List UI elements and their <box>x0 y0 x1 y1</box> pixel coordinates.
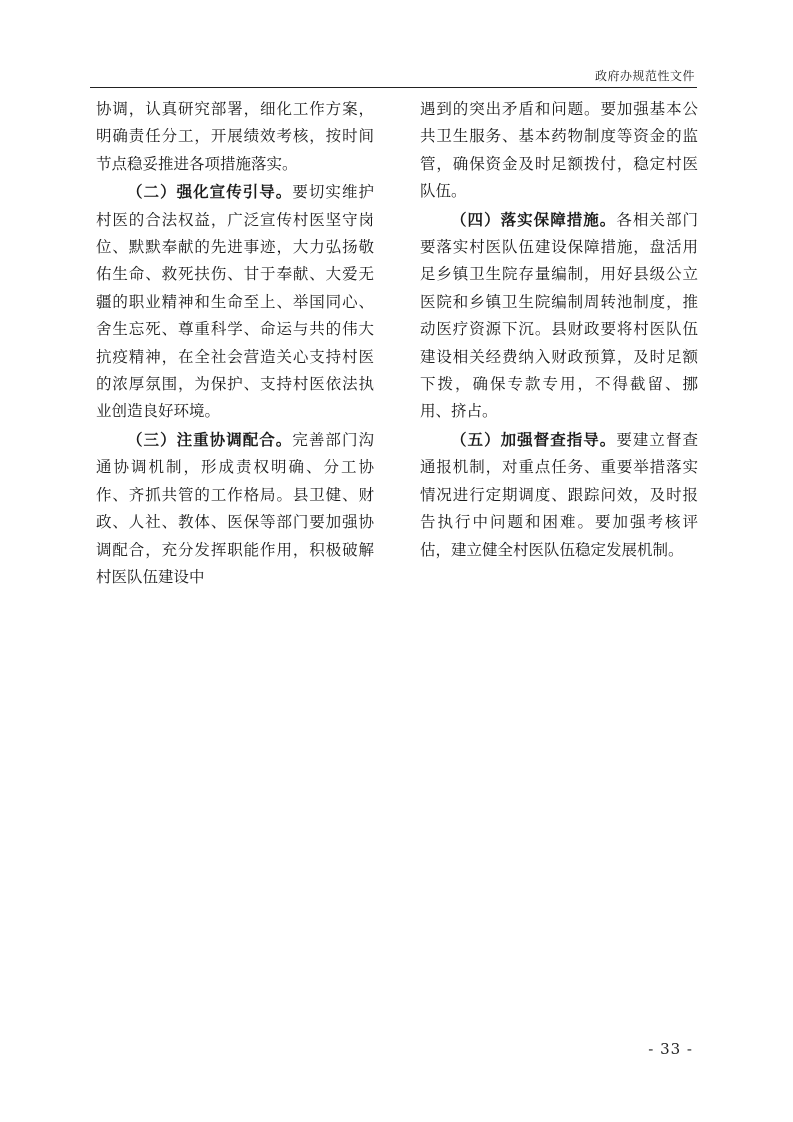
section-3-heading: （三）注重协调配合。 <box>127 429 293 449</box>
paragraph-section-4 <box>420 206 698 426</box>
section-2-heading: （二）强化宣传引导。 <box>127 182 293 202</box>
section-5-body: 要建立督查通报机制，对重点任务、重要举措落实情况进行定期调度、跟踪问效，及时报告执行中问题和困难。要加强考核评估，建立健全村医队伍稳定发展机制。 <box>420 430 698 559</box>
section-3-body: 完善部门沟通协调机制，形成责权明确、分工协作、齐抓共管的工作格局。县卫健、财政、人社、教体、医保等部门要加强协调配合，充分发挥职能作用，积极破解村医队伍建设中 <box>96 430 374 586</box>
left-text-column <box>96 96 374 591</box>
paragraph-continuation-right: 遇到的突出矛盾和问题。要加强基本公共卫生服务、基本药物制度等资金的监管，确保资金及时足额拨付，稳定村医队伍。 <box>420 100 698 201</box>
paragraph-section-2 <box>96 178 374 426</box>
right-text-column <box>420 96 698 564</box>
document-category-label: 政府办规范性文件 <box>594 69 695 83</box>
section-5-heading: （五）加强督查指导。 <box>451 429 617 449</box>
paragraph-section-5 <box>420 426 698 564</box>
section-2-body: 要切实维护村医的合法权益，广泛宣传村医坚守岗位、默默奉献的先进事迹，大力弘扬敬佑生命、救死扶伤、甘于奉献、大爱无疆的职业精神和生命至上、举国同心、舍生忘死、尊重科学、命运与共的伟大抗疫精神，在全社会营造关心支持村医的浓厚氛围，为保护、支持村医依法执业创造良好环境。 <box>96 183 374 421</box>
section-4-body: 各相关部门要落实村医队伍建设保障措施，盘活用足乡镇卫生院存量编制，用好县级公立医院和乡镇卫生院编制周转池制度，推动医疗资源下沉。县财政要将村医队伍建设相关经费纳入财政预算，及时足额下拨，确保专款专用，不得截留、挪用、挤占。 <box>420 210 698 421</box>
paragraph-section-3 <box>96 426 374 591</box>
header-divider <box>90 87 697 88</box>
page-number: - 33 - <box>648 1040 693 1058</box>
paragraph-continuation: 协调，认真研究部署，细化工作方案，明确责任分工，开展绩效考核，按时间节点稳妥推进各项措施落实。 <box>96 100 374 173</box>
section-4-heading: （四）落实保障措施。 <box>451 209 617 229</box>
